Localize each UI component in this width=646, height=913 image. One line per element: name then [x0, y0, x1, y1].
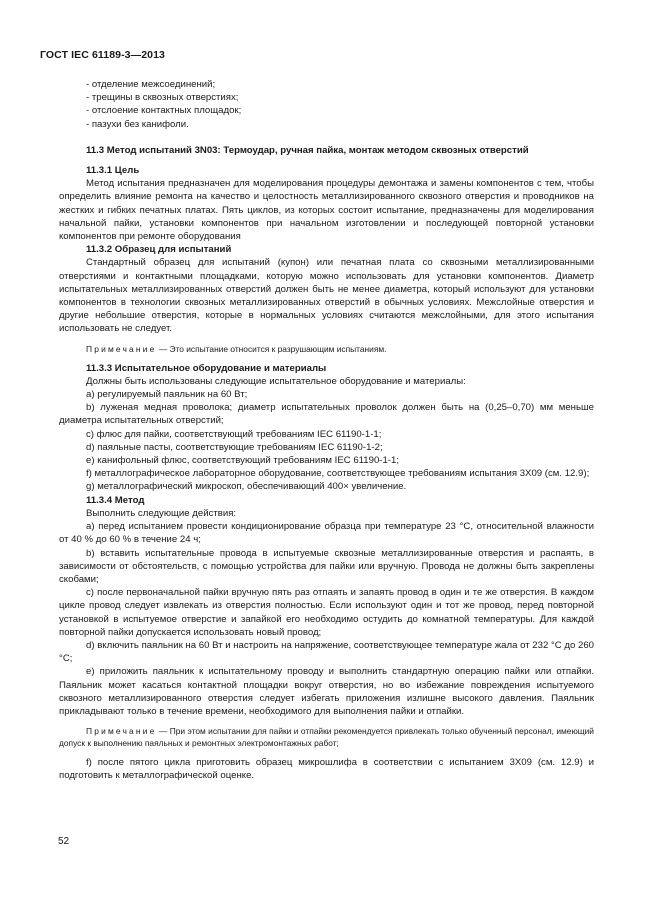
list-item: b) вставить испытательные провода в испытуемые сквозные металлизированные отверстия и распаять, в зависимости от обстоятельств, с помощью устройства для пайки или вручную. Провода не должны быть закреплены скобами;	[59, 547, 594, 585]
list-item: - трещины в сквозных отверстиях;	[86, 92, 239, 104]
paragraph: Стандартный образец для испытаний (купон) или печатная плата со сквозными металлизированными отверстиями и контактными площадками, которую можно использовать для установки компонентов. Диаметр испытательных металлизированных отверстий должен быть не менее диаметра, который используют для установки компонентов в технологии сквозных металлизированных отверстий в обычных условиях. Межслойные отверстия и другие небольшие отверстия, которые в нормальных условиях считаются межслойными, для этого испытания использовать не следует.	[59, 257, 594, 335]
list-item: e) приложить паяльник к испытательному проводу и выполнить стандартную операцию пайки или отпайки. Паяльник может касаться контактной площадки вокруг отверстия, но во избежание повреждения испытуемого сквозного металлизированного отверстия следует избегать приложения излишне высокого давления. Паяльник прикладывают только в течение времени, необходимого для выполнения пайки и отпайки.	[59, 666, 594, 717]
note-label: Примечание	[86, 343, 157, 354]
subsection-heading: 11.3.2 Образец для испытаний	[86, 244, 232, 256]
list-item: a) регулируемый паяльник на 60 Вт;	[86, 389, 248, 401]
document-body	[59, 78, 594, 783]
list-item: a) перед испытанием провести кондиционирование образца при температуре 23 °С, относительной влажности от 40 % до 60 % в течение 24 ч;	[59, 521, 594, 546]
note	[59, 725, 594, 749]
note-text: — При этом испытании для пайки и отпайки рекомендуется привлекать только обученный персонал, имеющий допуск к выполнению паяльных и ремонтных электромонтажных работ;	[59, 726, 594, 749]
list-item: f) металлографическое лабораторное оборудование, соответствующее требованиям испытания 3X09 (см. 12.9);	[86, 468, 590, 480]
subsection-heading: 11.3.3 Испытательное оборудование и материалы	[86, 362, 327, 374]
paragraph: Выполнить следующие действия:	[86, 507, 237, 519]
list-item: b) луженая медная проволока; диаметр испытательных проволок должен быть на (0,25–0,70) мм меньше диаметра испытательных отверстий;	[59, 402, 594, 427]
list-item: c) флюс для пайки, соответствующий требованиям IEC 61190-1-1;	[86, 428, 382, 440]
note-label: Примечание	[86, 726, 157, 737]
note-text: — Это испытание относится к разрушающим испытаниям.	[156, 343, 387, 354]
list-item: d) паяльные пасты, соответствующие требованиям IEC 61190-1-2;	[86, 441, 383, 453]
document-header: ГОСТ IEC 61189-3—2013	[40, 49, 165, 61]
list-item: c) после первоначальной пайки вручную пять раз отпаять и запаять провод в один и те же отверстия. В каждом цикле провод следует извлекать из отверстия полностью. Если используют один и тот же провод, перед повторной установкой в испытуемое отверстие и запайкой его необходимо остудить до комнатной температуры. Для каждой повторной пайки допускается использовать новый провод;	[59, 587, 594, 638]
page-number: 52	[58, 836, 70, 847]
list-item: f) после пятого цикла приготовить образец микрошлифа в соответствии с испытанием 3X09 (см. 12.9) и подготовить к металлографической оценке.	[59, 757, 594, 782]
paragraph: Метод испытания предназначен для моделирования процедуры демонтажа и замены компонентов с тем, чтобы определить влияние ремонта на качество и целостность металлизированного сквозного отверстия и проводников на жестких и гибких печатных платах. Пять циклов, из которых состоит испытание, предназначены для моделирования начальной пайки, установки компонентов при начальном изготовлении и последующей повторной установки компонентов при ремонте оборудования	[59, 178, 594, 243]
note	[59, 343, 594, 355]
list-item: e) канифольный флюс, соответствующий требованиям IEC 61190-1-1;	[86, 455, 400, 467]
list-item: - отслоение контактных площадок;	[86, 105, 242, 117]
list-item: d) включить паяльник на 60 Вт и настроить на напряжение, соответствующее температуре жала от 232 °С до 260 °С;	[59, 639, 594, 665]
section-title: 11.3 Метод испытаний 3N03: Термоудар, ручная пайка, монтаж методом сквозных отверстий	[86, 144, 529, 156]
list-item: g) металлографический микроскоп, обеспечивающий 400× увеличение.	[86, 481, 407, 493]
subsection-heading: 11.3.1 Цель	[86, 165, 140, 177]
list-item: - пазухи без канифоли.	[86, 118, 189, 130]
paragraph: Должны быть использованы следующие испытательное оборудование и материалы:	[86, 375, 466, 387]
list-item: - отделение межсоединений;	[86, 79, 216, 90]
subsection-heading: 11.3.4 Метод	[86, 494, 145, 506]
